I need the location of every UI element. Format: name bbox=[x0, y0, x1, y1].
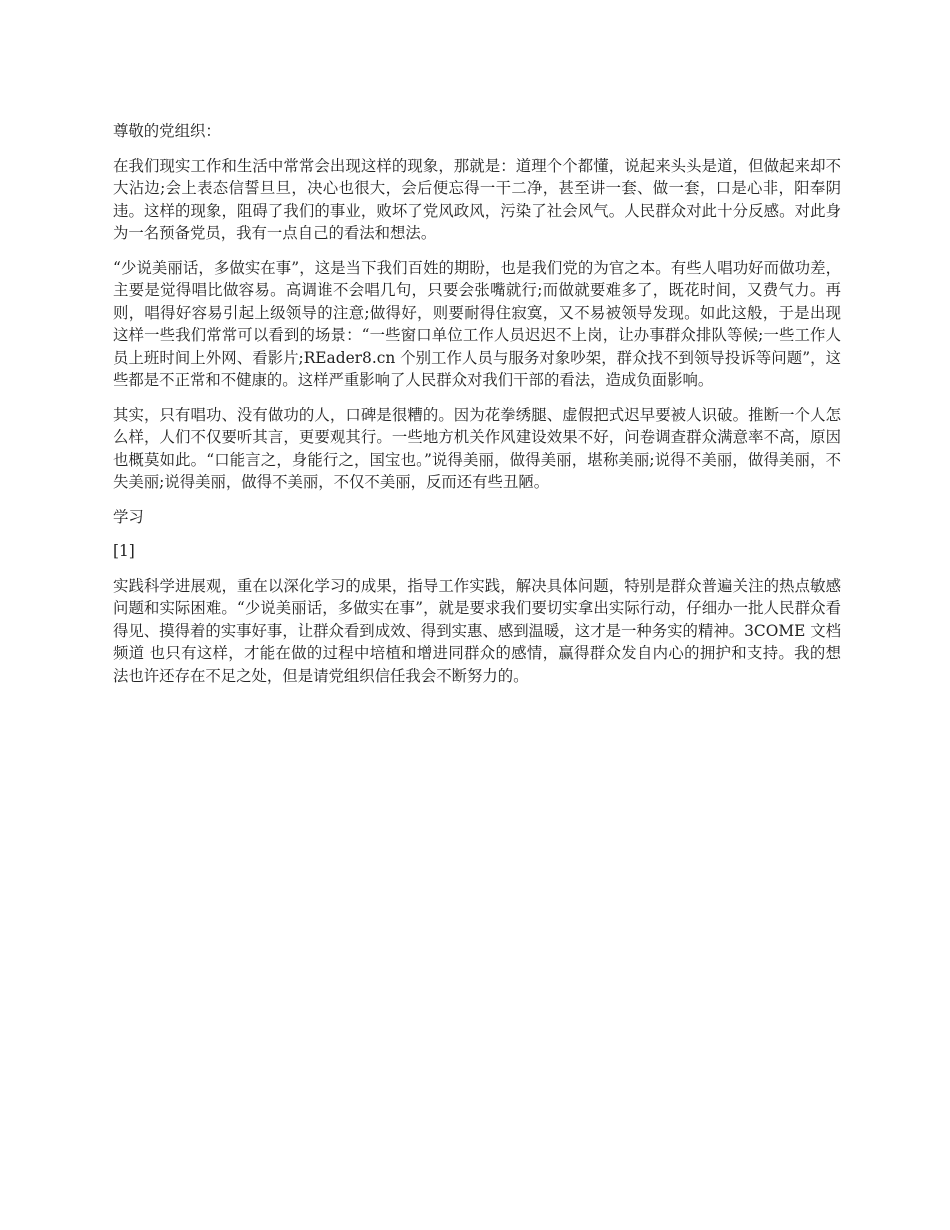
body-paragraph: 实践科学进展观，重在以深化学习的成果，指导工作实践，解决具体问题，特别是群众普遍关注的热点敏感问题和实际困难。“少说美丽话，多做实在事”，就是要求我们要切实拿出实际行动，仔细办一批人民群众看得见、摸得着的实事好事，让群众看到成效、得到实惠、感到温暖，这才是一种务实的精神。3COME 文档频道 也只有这样，才能在做的过程中培植和增进同群众的感情，赢得群众发自内心的拥护和支持。我的想法也许还存在不足之处，但是请党组织信任我会不断努力的。 bbox=[113, 576, 841, 685]
body-paragraph: 在我们现实工作和生活中常常会出现这样的现象，那就是：道理个个都懂，说起来头头是道，但做起来却不大沾边;会上表态信誓旦旦，决心也很大，会后便忘得一干二净，甚至讲一套、做一套，口是心非，阳奉阴违。这样的现象，阻碍了我们的事业，败坏了党风政风，污染了社会风气。人民群众对此十分反感。对此身为一名预备党员，我有一点自己的看法和想法。 bbox=[113, 156, 841, 242]
body-paragraph: 其实，只有唱功、没有做功的人，口碑是很糟的。因为花拳绣腿、虚假把式迟早要被人识破。推断一个人怎么样，人们不仅要听其言，更要观其行。一些地方机关作风建设效果不好，问卷调查群众满意率不高，原因也概莫如此。“口能言之，身能行之，国宝也。”说得美丽，做得美丽，堪称美丽;说得不美丽，做得美丽，不失美丽;说得美丽，做得不美丽，不仅不美丽，反而还有些丑陋。 bbox=[113, 405, 841, 491]
body-paragraph: “少说美丽话，多做实在事”，这是当下我们百姓的期盼，也是我们党的为官之本。有些人唱功好而做功差，主要是觉得唱比做容易。高调谁不会唱几句，只要会张嘴就行;而做就要难多了，既花时间，又费气力。再则，唱得好容易引起上级领导的注意;做得好，则要耐得住寂寞，又不易被领导发现。如此这般，于是出现这样一些我们常常可以看到的场景：“一些窗口单位工作人员迟迟不上岗，让办事群众排队等候;一些工作人员上班时间上外网、看影片;REader8.cn 个别工作人员与服务对象吵架，群众找不到领导投诉等问题”，这些都是不正常和不健康的。这样严重影响了人民群众对我们干部的看法，造成负面影响。 bbox=[113, 258, 841, 389]
reference-marker: [1] bbox=[113, 542, 135, 560]
salutation: 尊敬的党组织： bbox=[113, 122, 221, 140]
section-label: 学习 bbox=[113, 507, 144, 526]
document-page bbox=[113, 120, 841, 699]
